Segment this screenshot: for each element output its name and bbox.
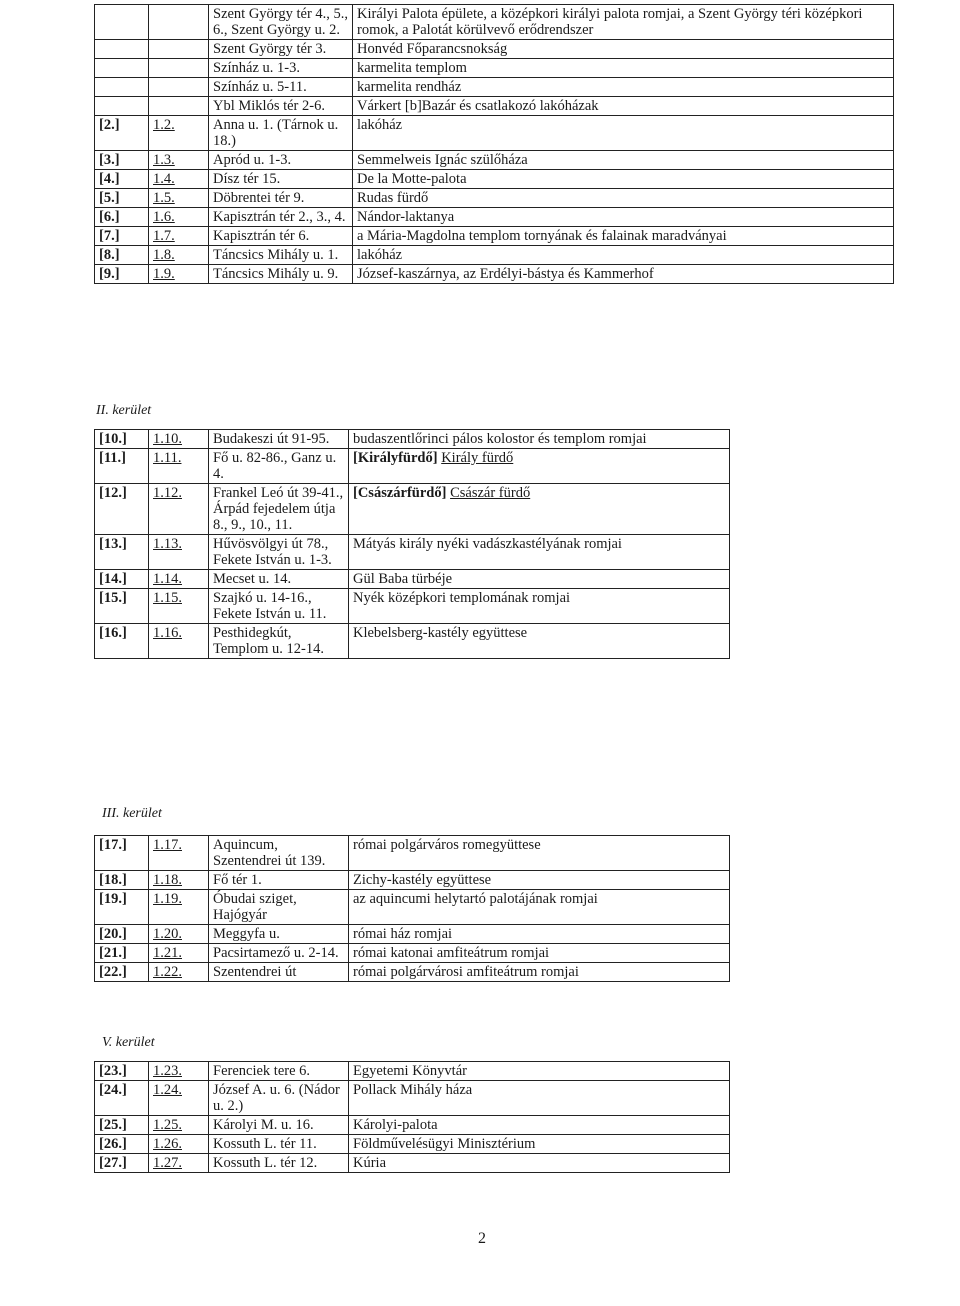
address-cell: József A. u. 6. (Nádor u. 2.) [213, 1082, 340, 1114]
description-cell: Földművelésügyi Minisztérium [353, 1136, 536, 1152]
table-row [95, 78, 894, 97]
entry-number: [15.] [99, 590, 127, 606]
address-cell: Apród u. 1-3. [213, 152, 292, 168]
reference-code: 1.23. [153, 1063, 182, 1079]
heading-district-iii: III. kerület [102, 806, 162, 821]
entry-number: [3.] [99, 152, 120, 168]
entry-number: [17.] [99, 837, 127, 853]
table-row [95, 265, 894, 284]
address-cell: Ferenciek tere 6. [213, 1063, 311, 1079]
address-cell: Kossuth L. tér 11. [213, 1136, 317, 1152]
reference-code: 1.27. [153, 1155, 182, 1171]
description-cell: karmelita templom [357, 60, 467, 76]
reference-code: 1.24. [153, 1082, 182, 1098]
table-row [95, 151, 894, 170]
reference-code: 1.21. [153, 945, 182, 961]
entry-number: [2.] [99, 117, 120, 133]
description-cell: az aquincumi helytartó palotájának romjai [353, 891, 598, 907]
reference-code: 1.9. [153, 266, 175, 282]
entry-number: [13.] [99, 536, 127, 552]
entry-number: [27.] [99, 1155, 127, 1171]
description-cell: József-kaszárnya, az Erdélyi-bástya és Kammerhof [357, 266, 654, 282]
table-row [95, 871, 730, 890]
table-row [95, 925, 730, 944]
address-cell: Fő u. 82-86., Ganz u. 4. [213, 450, 337, 482]
address-cell: Szent György tér 4., 5., 6., Szent György u. 2. [213, 6, 349, 38]
description-cell: lakóház [357, 247, 403, 263]
address-cell: Frankel Leó út 39-41., Árpád fejedelem útja 8., 9., 10., 11. [213, 485, 344, 533]
description-cell: Nándor-laktanya [357, 209, 455, 225]
reference-code: 1.4. [153, 171, 175, 187]
address-cell: Ybl Miklós tér 2-6. [213, 98, 325, 114]
description-cell: Rudas fürdő [357, 190, 429, 206]
description-cell: Semmelweis Ignác szülőháza [357, 152, 528, 168]
heading-district-ii: II. kerület [96, 403, 152, 418]
description-cell: karmelita rendház [357, 79, 462, 95]
table-row [95, 1154, 730, 1173]
description-cell: Egyetemi Könyvtár [353, 1063, 467, 1079]
table-row [95, 589, 730, 624]
reference-code: 1.16. [153, 625, 182, 641]
description-cell: római polgárváros romegyüttese [353, 837, 541, 853]
entry-number: [22.] [99, 964, 127, 980]
address-cell: Hűvösvölgyi út 78., Fekete István u. 1-3. [213, 536, 332, 568]
address-cell: Színház u. 5-11. [213, 79, 307, 95]
bracket-label: [Császárfürdő] [353, 485, 447, 501]
table-row [95, 208, 894, 227]
reference-code: 1.13. [153, 536, 182, 552]
reference-code: 1.14. [153, 571, 182, 587]
description-cell: Károlyi-palota [353, 1117, 438, 1133]
description-cell: római katonai amfiteátrum romjai [353, 945, 550, 961]
table-row [95, 430, 730, 449]
table-row [95, 5, 894, 40]
address-cell: Dísz tér 15. [213, 171, 281, 187]
description-cell: budaszentlőrinci pálos kolostor és templom romjai [353, 431, 647, 447]
register-table-district-v [94, 1061, 730, 1173]
address-cell: Színház u. 1-3. [213, 60, 300, 76]
description-cell: Pollack Mihály háza [353, 1082, 473, 1098]
reference-code: 1.10. [153, 431, 182, 447]
entry-number: [23.] [99, 1063, 127, 1079]
address-cell: Pesthidegkút, Templom u. 12-14. [213, 625, 324, 657]
heading-district-v: V. kerület [102, 1035, 155, 1050]
description-cell: De la Motte-palota [357, 171, 467, 187]
reference-code: 1.7. [153, 228, 175, 244]
reference-code: 1.8. [153, 247, 175, 263]
table-row [95, 836, 730, 871]
address-cell: Kossuth L. tér 12. [213, 1155, 318, 1171]
register-table-district-i [94, 4, 894, 284]
table-row [95, 570, 730, 589]
entry-number: [14.] [99, 571, 127, 587]
address-cell: Kapisztrán tér 6. [213, 228, 310, 244]
address-cell: Mecset u. 14. [213, 571, 292, 587]
reference-code: 1.19. [153, 891, 182, 907]
entry-number: [21.] [99, 945, 127, 961]
table-row [95, 246, 894, 265]
address-cell: Pacsirtamező u. 2-14. [213, 945, 339, 961]
table-row [95, 624, 730, 659]
description-cell: Császár fürdő [450, 485, 531, 501]
address-cell: Döbrentei tér 9. [213, 190, 305, 206]
bracket-label: [Királyfürdő] [353, 450, 438, 466]
entry-number: [8.] [99, 247, 120, 263]
table-row [95, 97, 894, 116]
description-cell: Klebelsberg-kastély együttese [353, 625, 528, 641]
reference-code: 1.5. [153, 190, 175, 206]
table-row [95, 963, 730, 982]
entry-number: [4.] [99, 171, 120, 187]
reference-code: 1.25. [153, 1117, 182, 1133]
reference-code: 1.11. [153, 450, 182, 466]
reference-code: 1.22. [153, 964, 182, 980]
table-row [95, 449, 730, 484]
entry-number: [9.] [99, 266, 120, 282]
description-cell: Gül Baba türbéje [353, 571, 453, 587]
description-cell: Királyi Palota épülete, a középkori királyi palota romjai, a Szent György téri középkori romok, a Palotát körülvevő erődrendszer [357, 6, 863, 38]
table-row [95, 116, 894, 151]
entry-number: [26.] [99, 1136, 127, 1152]
entry-number: [10.] [99, 431, 127, 447]
entry-number: [18.] [99, 872, 127, 888]
reference-code: 1.12. [153, 485, 182, 501]
description-cell: Várkert [b]Bazár és csatlakozó lakóházak [357, 98, 599, 114]
table-row [95, 890, 730, 925]
address-cell: Károlyi M. u. 16. [213, 1117, 314, 1133]
description-cell: római polgárvárosi amfiteátrum romjai [353, 964, 579, 980]
description-cell: lakóház [357, 117, 403, 133]
description-cell: Honvéd Főparancsnokság [357, 41, 508, 57]
entry-number: [20.] [99, 926, 127, 942]
table-row [95, 1062, 730, 1081]
address-cell: Meggyfa u. [213, 926, 280, 942]
address-cell: Táncsics Mihály u. 1. [213, 247, 339, 263]
reference-code: 1.20. [153, 926, 182, 942]
entry-number: [6.] [99, 209, 120, 225]
table-row [95, 535, 730, 570]
entry-number: [19.] [99, 891, 127, 907]
address-cell: Táncsics Mihály u. 9. [213, 266, 339, 282]
reference-code: 1.26. [153, 1136, 182, 1152]
address-cell: Anna u. 1. (Tárnok u. 18.) [213, 117, 339, 149]
description-cell: a Mária-Magdolna templom tornyának és falainak maradványai [357, 228, 727, 244]
table-row [95, 1081, 730, 1116]
address-cell: Budakeszi út 91-95. [213, 431, 330, 447]
table-row [95, 484, 730, 535]
entry-number: [12.] [99, 485, 127, 501]
description-cell: római ház romjai [353, 926, 453, 942]
entry-number: [25.] [99, 1117, 127, 1133]
description-cell: Zichy-kastély együttese [353, 872, 492, 888]
address-cell: Aquincum, Szentendrei út 139. [213, 837, 326, 869]
address-cell: Fő tér 1. [213, 872, 262, 888]
address-cell: Szentendrei út [213, 964, 297, 980]
reference-code: 1.18. [153, 872, 182, 888]
table-row [95, 59, 894, 78]
table-row [95, 227, 894, 246]
address-cell: Óbudai sziget, Hajógyár [213, 891, 297, 923]
register-table-district-ii [94, 429, 730, 659]
description-cell: Mátyás király nyéki vadászkastélyának romjai [353, 536, 622, 552]
table-row [95, 944, 730, 963]
address-cell: Kapisztrán tér 2., 3., 4. [213, 209, 346, 225]
table-row [95, 189, 894, 208]
address-cell: Szajkó u. 14-16., Fekete István u. 11. [213, 590, 327, 622]
entry-number: [7.] [99, 228, 120, 244]
register-table-district-iii [94, 835, 730, 982]
table-row [95, 40, 894, 59]
description-cell: Kúria [353, 1155, 387, 1171]
description-cell: Király fürdő [441, 450, 514, 466]
reference-code: 1.3. [153, 152, 175, 168]
entry-number: [11.] [99, 450, 126, 466]
entry-number: [5.] [99, 190, 120, 206]
entry-number: [16.] [99, 625, 127, 641]
reference-code: 1.17. [153, 837, 182, 853]
reference-code: 1.6. [153, 209, 175, 225]
reference-code: 1.2. [153, 117, 175, 133]
reference-code: 1.15. [153, 590, 182, 606]
page-number: 2 [478, 1230, 486, 1247]
table-row [95, 1135, 730, 1154]
table-row [95, 1116, 730, 1135]
description-cell: Nyék középkori templomának romjai [353, 590, 571, 606]
table-row [95, 170, 894, 189]
address-cell: Szent György tér 3. [213, 41, 327, 57]
entry-number: [24.] [99, 1082, 127, 1098]
